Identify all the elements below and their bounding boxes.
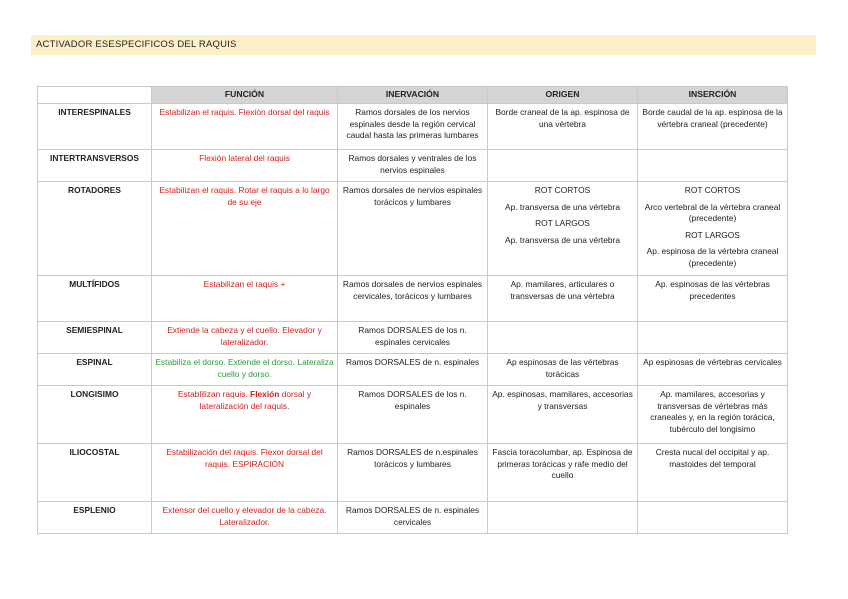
cell-funcion: Estabiliza el dorso. Extiende el dorso. Lateraliza cuello y dorso. — [152, 354, 338, 386]
row-name: INTERESPINALES — [38, 104, 152, 150]
document-title: ACTIVADOR ESESPECIFICOS DEL RAQUIS — [31, 35, 816, 55]
row-name: ESPINAL — [38, 354, 152, 386]
cell-origen — [488, 322, 638, 354]
header-funcion: FUNCIÓN — [152, 87, 338, 104]
cell-inervacion: Ramos DORSALES de los n. espinales — [338, 386, 488, 444]
row-esplenio — [38, 502, 788, 534]
row-name: ESPLENIO — [38, 502, 152, 534]
cell-origen — [488, 182, 638, 276]
cell-origen: Ap espinosas de las vértebras torácicas — [488, 354, 638, 386]
cell-insercion: Ap. espinosas de las vértebras precedentes — [638, 276, 788, 322]
row-name: INTERTRANSVERSOS — [38, 150, 152, 182]
cell-inervacion: Ramos dorsales y ventrales de los nervios espinales — [338, 150, 488, 182]
cell-inervacion: Ramos DORSALES de n.espinales torácicos y lumbares — [338, 444, 488, 502]
cell-origen — [488, 502, 638, 534]
insercion-line: Arco vertebral de la vértebra craneal (precedente) — [644, 201, 781, 224]
origen-line: Ap. transversa de una vértebra — [505, 234, 620, 245]
cell-funcion — [152, 386, 338, 444]
cell-funcion: Flexión lateral del raquis — [152, 150, 338, 182]
cell-funcion: Extiende la cabeza y el cuello. Elevador y lateralizador. — [152, 322, 338, 354]
cell-origen: Ap. mamilares, articulares o transversas de una vértebra — [488, 276, 638, 322]
cell-funcion: Estabilizan el raquis. Rotar el raquis a lo largo de su eje — [152, 182, 338, 276]
header-row — [38, 87, 788, 104]
cell-inervacion: Ramos DORSALES de n. espinales — [338, 354, 488, 386]
cell-insercion: Ap espinosas de vértebras cervicales — [638, 354, 788, 386]
cell-origen: Ap. espinosas, mamilares, accesorias y transversas — [488, 386, 638, 444]
cell-insercion — [638, 182, 788, 276]
row-interespinales — [38, 104, 788, 150]
cell-funcion: Estabilizan el raquis. Flexión dorsal del raquis — [152, 104, 338, 150]
row-semiespinal — [38, 322, 788, 354]
row-name: MULTÍFIDOS — [38, 276, 152, 322]
cell-inervacion: Ramos DORSALES de los n. espinales cervicales — [338, 322, 488, 354]
insercion-line: ROT LARGOS — [685, 229, 740, 240]
cell-funcion: Estabilizan el raquis + — [152, 276, 338, 322]
header-origen: ORIGEN — [488, 87, 638, 104]
header-insercion: INSERCIÓN — [638, 87, 788, 104]
cell-insercion — [638, 502, 788, 534]
row-name: LONGISIMO — [38, 386, 152, 444]
funcion-bold: Flexión — [250, 389, 280, 399]
row-name: ROTADORES — [38, 182, 152, 276]
row-espinal — [38, 354, 788, 386]
insercion-line: ROT CORTOS — [684, 185, 741, 195]
header-inervacion: INERVACIÓN — [338, 87, 488, 104]
cell-inervacion: Ramos DORSALES de n. espinales cervicales — [338, 502, 488, 534]
cell-funcion: Estabilización del raquis. Flexor dorsal del raquis. ESPIRACIÓN — [152, 444, 338, 502]
cell-funcion: Extensor del cuello y elevador de la cabeza. Lateralizador. — [152, 502, 338, 534]
cell-inervacion: Ramos dorsales de los nervios espinales desde la región cervical caudal hasta las primeras lumbares — [338, 104, 488, 150]
cell-origen: Fascia toracolumbar, ap. Espinosa de primeras torácicas y rafe medio del cuello — [488, 444, 638, 502]
insercion-line: Ap. espinosa de la vértebra craneal (precedente) — [646, 246, 779, 268]
funcion-part: dorsal y lateralización del raquis. — [199, 389, 312, 411]
cell-insercion — [638, 322, 788, 354]
cell-inervacion: Ramos dorsales de nervios espinales torácicos y lumbares — [338, 182, 488, 276]
row-name: SEMIESPINAL — [38, 322, 152, 354]
header-blank — [38, 87, 152, 104]
row-rotadores — [38, 182, 788, 276]
cell-inervacion: Ramos dorsales de nervios espinales cervicales, torácicos y lumbares — [338, 276, 488, 322]
cell-origen — [488, 150, 638, 182]
row-intertransversos — [38, 150, 788, 182]
muscle-table — [37, 86, 788, 534]
cell-insercion: Borde caudal de la ap. espinosa de la vértebra craneal (precedente) — [638, 104, 788, 150]
row-iliocostal — [38, 444, 788, 502]
row-name: ILIOCOSTAL — [38, 444, 152, 502]
cell-origen: Borde craneal de la ap. espinosa de una vértebra — [488, 104, 638, 150]
row-multifidos — [38, 276, 788, 322]
cell-insercion: Ap. mamilares, accesorias y transversas de vértebras más craneales y, en la región torácica, tubérculo del longisimo — [638, 386, 788, 444]
cell-insercion: Cresta nucal del occipital y ap. mastoides del temporal — [638, 444, 788, 502]
funcion-part: Establilizan raquis. — [177, 389, 251, 399]
cell-insercion — [638, 150, 788, 182]
origen-line: ROT CORTOS — [534, 185, 591, 195]
origen-line: Ap. transversa de una vértebra — [505, 201, 620, 212]
row-longisimo — [38, 386, 788, 444]
origen-line: ROT LARGOS — [535, 218, 590, 229]
